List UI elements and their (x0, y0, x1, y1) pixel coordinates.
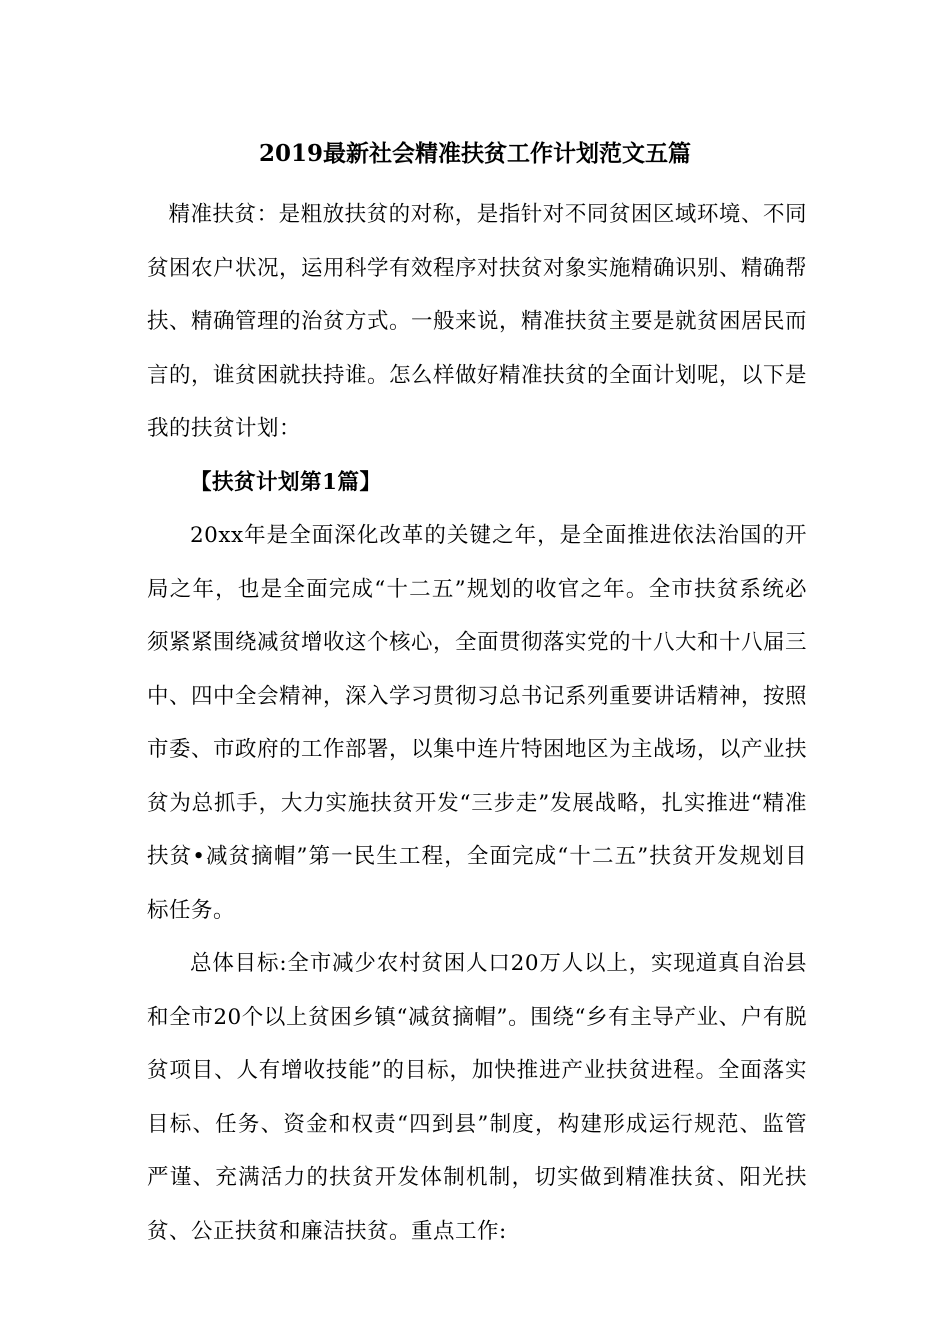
body-paragraph-1: 20xx年是全面深化改革的关键之年，是全面推进依法治国的开局之年，也是全面完成“十二五”规划的收官之年。全市扶贫系统必须紧紧围绕减贫增收这个核心，全面贯彻落实党的十八大和十八届三中、四中全会精神，深入学习贯彻习总书记系列重要讲话精神，按照市委、市政府的工作部署，以集中连片特困地区为主战场，以产业扶贫为总抓手，大力实施扶贫开发“三步走”发展战略，扎实推进“精准扶贫•减贫摘帽”第一民生工程，全面完成“十二五”扶贫开发规划目标任务。 (147, 523, 808, 923)
section-heading: 【扶贫计划第1篇】 (190, 469, 382, 495)
body-paragraph-2: 总体目标:全市减少农村贫困人口20万人以上，实现道真自治县和全市20个以上贫困乡镇“减贫摘帽”。围绕“乡有主导产业、户有脱贫项目、人有增收技能”的目标，加快推进产业扶贫进程。全面落实目标、任务、资金和权责“四到县”制度，构建形成运行规范、监管严谨、充满活力的扶贫开发体制机制，切实做到精准扶贫、阳光扶贫、公正扶贫和廉洁扶贫。重点工作: (147, 951, 807, 1244)
document-body (147, 188, 807, 1258)
document-title: 2019最新社会精准扶贫工作计划范文五篇 (258, 140, 691, 167)
intro-paragraph: 精准扶贫：是粗放扶贫的对称，是指针对不同贫困区域环境、不同贫困农户状况，运用科学有效程序对扶贫对象实施精确识别、精确帮扶、精确管理的治贫方式。一般来说，精准扶贫主要是就贫困居民而言的，谁贫困就扶持谁。怎么样做好精准扶贫的全面计划呢，以下是我的扶贫计划： (147, 202, 808, 441)
